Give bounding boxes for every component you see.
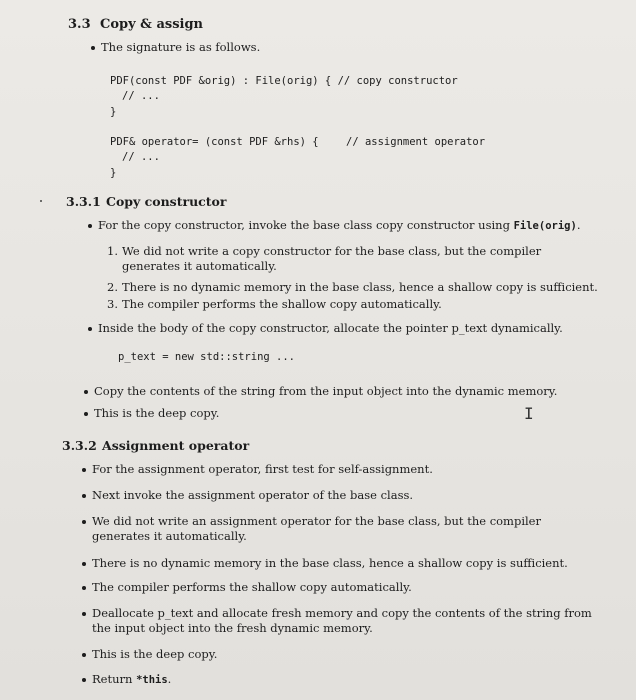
bullet-icon: [88, 327, 92, 331]
bullet-icon: [82, 612, 86, 616]
assign-bullet: This is the deep copy.: [92, 647, 218, 661]
signature-bullet-text: The signature is as follows.: [101, 40, 261, 54]
assign-bullet: We did not write an assignment operator for the base class, but the compiler generates it automatically.: [92, 514, 541, 543]
section-heading-3-3: [68, 17, 203, 32]
code-line: // ...: [122, 90, 160, 102]
code-line: // ...: [122, 151, 160, 163]
code-line: PDF(const PDF &orig) : File(orig) { // copy constructor: [110, 75, 458, 87]
assign-bullet: The compiler performs the shallow copy automatically.: [92, 580, 412, 594]
bullet-icon: [82, 494, 86, 498]
assign-bullet: There is no dynamic memory in the base class, hence a shallow copy is sufficient.: [92, 556, 568, 570]
assign-bullet-last: [92, 672, 171, 688]
bullet-text-end: .: [167, 672, 172, 686]
bullet-text: Return: [92, 672, 137, 686]
section-heading-3-3-1: [66, 194, 226, 209]
section-number: 3.3.1: [66, 194, 101, 209]
inline-code: *this: [136, 674, 168, 686]
assign-bullet: Next invoke the assignment operator of the base class.: [92, 488, 414, 502]
numbered-item-text: There is no dynamic memory in the base class, hence a shallow copy is sufficient.: [122, 280, 598, 294]
margin-dot: [40, 200, 42, 202]
bullet-text: For the copy constructor, invoke the base class copy constructor using: [98, 218, 514, 232]
bullet-icon: [84, 390, 88, 394]
copy-ctor-bullet-4: This is the deep copy.: [94, 406, 220, 420]
code-line: }: [110, 167, 117, 179]
code-line: }: [110, 106, 117, 118]
section-number: 3.3.2: [62, 438, 97, 453]
text-cursor-icon: I: [524, 404, 534, 423]
copy-ctor-bullet-2: Inside the body of the copy constructor, allocate the pointer p_text dynamically.: [98, 321, 563, 335]
numbered-item-num: 3.: [107, 297, 118, 311]
section-heading-3-3-2: [62, 438, 249, 453]
numbered-item-text: We did not write a copy constructor for the base class, but the compiler generates it automatically.: [122, 244, 542, 273]
section-title: Copy & assign: [100, 17, 203, 32]
code-line: PDF& operator= (const PDF &rhs) {: [110, 136, 319, 148]
code-line: p_text = new std::string ...: [118, 351, 296, 363]
assign-bullet: For the assignment operator, first test for self-assignment.: [92, 462, 433, 476]
section-title: Copy constructor: [106, 194, 227, 209]
bullet-icon: [82, 520, 86, 524]
numbered-item-text: The compiler performs the shallow copy automatically.: [122, 297, 442, 311]
bullet-icon: [82, 586, 86, 590]
bullet-icon: [91, 46, 95, 50]
numbered-item-num: 2.: [107, 280, 118, 294]
section-number: 3.3: [68, 17, 91, 32]
bullet-icon: [82, 678, 86, 682]
inline-code: File(orig): [513, 220, 577, 232]
copy-ctor-bullet-3: Copy the contents of the string from the input object into the dynamic memory.: [94, 384, 558, 398]
bullet-icon: [88, 224, 92, 228]
bullet-icon: [82, 562, 86, 566]
bullet-icon: [84, 412, 88, 416]
code-comment: // assignment operator: [346, 136, 486, 148]
copy-ctor-bullet-1: [98, 218, 580, 234]
assign-bullet: Deallocate p_text and allocate fresh memory and copy the contents of the string from the input object into the fresh dynamic memory.: [92, 606, 592, 635]
bullet-icon: [82, 468, 86, 472]
bullet-text-end: .: [576, 218, 581, 232]
section-title: Assignment operator: [102, 438, 250, 453]
numbered-item-num: 1.: [107, 244, 118, 258]
bullet-icon: [82, 653, 86, 657]
